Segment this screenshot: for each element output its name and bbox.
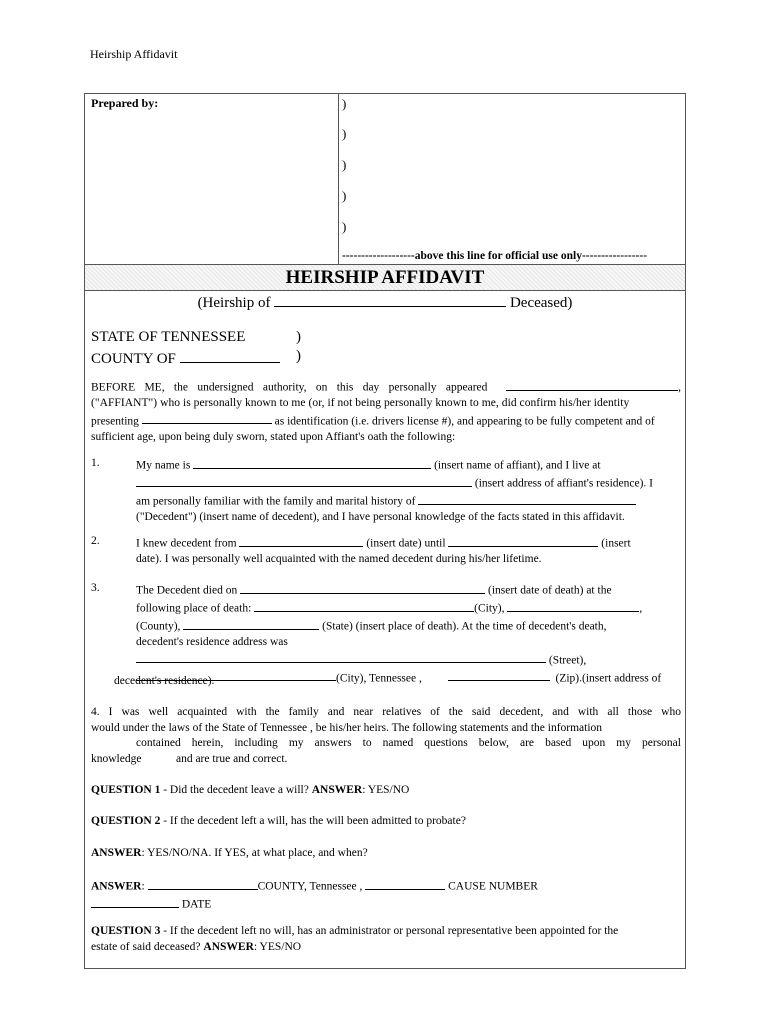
- item-3-number: 3.: [91, 582, 100, 594]
- text: ,: [678, 381, 682, 394]
- question-label: QUESTION 2: [91, 815, 161, 827]
- text: The Decedent died on: [136, 584, 238, 597]
- text: : YES/NO: [253, 940, 302, 953]
- page-header: Heirship Affidavit: [90, 47, 178, 61]
- question-1: [91, 783, 409, 799]
- item-4-line-3: contained herein, including my answers to named questions below, are based upon my personal: [136, 737, 681, 749]
- text: following place of death:: [136, 602, 252, 615]
- decedent-name-field[interactable]: [274, 291, 506, 307]
- question-3: [91, 924, 618, 955]
- text: - If the decedent left a will, has the will been admitted to probate?: [160, 815, 466, 827]
- answer-label: ANSWER: [91, 847, 142, 859]
- text: (insert: [601, 537, 631, 550]
- before-me-line-3: [91, 412, 681, 430]
- document-title: HEIRSHIP AFFIDAVIT: [285, 267, 485, 288]
- venue-paren: ): [296, 329, 301, 345]
- item-2-line-1: [136, 534, 631, 552]
- item-1-line-3: [136, 492, 653, 510]
- text: (insert date of death) at the: [487, 584, 612, 597]
- item-3-line-4: decedent's residence address was: [136, 636, 288, 648]
- text: estate of said deceased?: [91, 940, 204, 953]
- answer-label: ANSWER: [311, 784, 363, 796]
- text: (Zip).(insert address of: [555, 672, 662, 684]
- item-1-line-2: [136, 474, 653, 492]
- text: - If the decedent left no will, has an administrator or personal representative been appointed for the: [160, 925, 619, 937]
- item-3-line-6: [136, 669, 661, 687]
- heirship-of-line: [85, 291, 685, 312]
- cause-number-field[interactable]: [365, 877, 445, 890]
- text: (County),: [136, 620, 181, 633]
- item-1: [136, 456, 653, 526]
- text: : YES/NO: [362, 784, 410, 796]
- official-use-note: -------------------above this line for official use only-----------------: [342, 250, 648, 262]
- affiant-name-field[interactable]: [506, 378, 678, 391]
- affiant-name-field[interactable]: [193, 456, 431, 469]
- text: DATE: [181, 898, 212, 911]
- county-label: COUNTY OF: [91, 351, 176, 367]
- answer-2-details: [91, 877, 538, 913]
- text: COUNTY, Tennessee ,: [257, 880, 363, 893]
- identification-field[interactable]: [142, 412, 272, 425]
- death-date-field[interactable]: [240, 581, 485, 594]
- text: am personally familiar with the family and marital history of: [136, 495, 416, 508]
- before-me-line-4: sufficient age, upon being duly sworn, stated upon Affiant's oath the following:: [91, 430, 456, 443]
- text: ,: [639, 602, 643, 615]
- recording-paren: ): [342, 96, 347, 111]
- item-1-line-4: ("Decedent") (insert name of decedent), and I have personal knowledge of the facts stated in this affidavit.: [136, 511, 625, 523]
- heirship-of-label: (Heirship of: [197, 295, 271, 311]
- answer-2-details-line-2: [91, 895, 538, 913]
- answer-label: ANSWER: [91, 880, 142, 893]
- probate-date-field[interactable]: [91, 895, 179, 908]
- answer-label: ANSWER: [203, 940, 254, 953]
- text: I knew decedent from: [136, 537, 237, 550]
- death-state-field[interactable]: [183, 617, 319, 630]
- recording-paren: ): [342, 126, 347, 141]
- state-label: STATE OF TENNESSEE: [91, 329, 246, 345]
- item-3-line-2: [136, 599, 661, 617]
- item-3-line-7: decedent's residence).: [114, 675, 215, 687]
- venue-block: [91, 328, 301, 369]
- decedent-name-field[interactable]: [418, 492, 636, 505]
- question-label: QUESTION 1: [91, 784, 161, 796]
- item-4-line-1: 4. I was well acquainted with the family and near relatives of the said decedent, and with all those who: [91, 706, 681, 718]
- start-date-field[interactable]: [239, 534, 363, 547]
- item-3: [136, 581, 661, 687]
- recording-paren: ): [342, 157, 347, 172]
- text: presenting: [91, 415, 139, 427]
- text: (City),: [474, 602, 505, 615]
- death-county-field[interactable]: [507, 599, 639, 612]
- question-3-line-1: [91, 924, 618, 940]
- text: - Did the decedent leave a will?: [160, 784, 312, 796]
- residence-zip-field[interactable]: [448, 669, 550, 682]
- text: (insert address of affiant's residence). I: [474, 477, 653, 490]
- item-2-number: 2.: [91, 535, 100, 547]
- question-3-line-2: [91, 940, 618, 956]
- text: knowledge: [91, 752, 142, 765]
- item-3-line-3: [136, 617, 661, 635]
- text: (insert date) until: [366, 537, 446, 550]
- item-3-line-1: [136, 581, 661, 599]
- text: CAUSE NUMBER: [448, 880, 538, 893]
- before-me-line-2: ("AFFIANT") who is personally known to me (or, if not being personally known to me, did confirm his/her identity: [91, 397, 630, 409]
- answer-2-details-line-1: [91, 877, 538, 895]
- text: My name is: [136, 459, 191, 472]
- item-3-line-5: [136, 651, 661, 669]
- text: : YES/NO/NA. If YES, at what place, and when?: [141, 847, 368, 859]
- text: (City), Tennessee ,: [336, 672, 422, 684]
- item-1-number: 1.: [91, 457, 100, 469]
- probate-county-field[interactable]: [148, 877, 258, 890]
- county-field[interactable]: [180, 347, 280, 363]
- affiant-address-field[interactable]: [136, 474, 472, 487]
- before-me-paragraph: [91, 378, 681, 445]
- affidavit-form: [84, 93, 686, 969]
- deceased-label: Deceased): [509, 295, 573, 311]
- residence-street-field[interactable]: [136, 651, 546, 664]
- answer-2: [91, 846, 368, 862]
- text: as identification (i.e. drivers license #), and appearing to be fully competent and of: [274, 415, 655, 427]
- item-2-line-2: date). I was personally well acquainted with the named decedent during his/her lifetime.: [136, 553, 542, 565]
- question-label: QUESTION 3: [91, 925, 161, 937]
- prepared-by-label: Prepared by:: [91, 96, 159, 110]
- item-4: [91, 705, 681, 767]
- text: BEFORE ME, the undersigned authority, on this day personally appeared: [91, 381, 488, 394]
- text: (insert name of affiant), and I live at: [434, 459, 601, 472]
- item-2: [136, 534, 631, 568]
- item-4-line-4: [91, 752, 681, 768]
- text: (State) (insert place of death). At the time of decedent's death,: [322, 620, 607, 633]
- item-4-line-2: would under the laws of the State of Tennessee , be his/her heirs. The following statements and the information: [91, 721, 603, 734]
- venue-paren: ): [296, 348, 301, 364]
- text: (Street),: [548, 654, 587, 666]
- recording-paren: ): [342, 188, 347, 203]
- item-1-line-1: [136, 456, 653, 474]
- death-city-field[interactable]: [254, 599, 474, 612]
- end-date-field[interactable]: [448, 534, 598, 547]
- question-2: [91, 814, 466, 830]
- county-line: [91, 347, 280, 369]
- official-use-divider: [338, 94, 339, 264]
- text: :: [141, 880, 145, 893]
- text: and are true and correct.: [175, 752, 288, 765]
- before-me-line-1: [91, 378, 681, 396]
- recording-paren: ): [342, 219, 347, 234]
